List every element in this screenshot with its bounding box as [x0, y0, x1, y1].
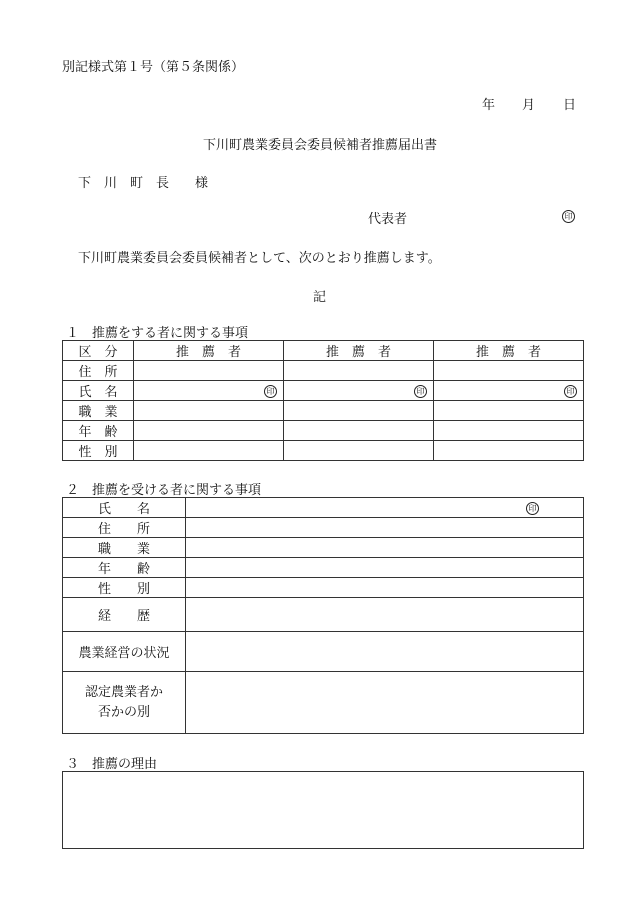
section2-heading: ２ 推薦を受ける者に関する事項 [66, 483, 262, 498]
recommender-3-name[interactable] [434, 381, 584, 401]
seal-icon: 印 [564, 385, 577, 398]
candidate-career[interactable] [186, 598, 584, 632]
ki-label: 記 [313, 290, 327, 305]
header-recommender-1: 推 薦 者 [134, 341, 284, 361]
header-recommender-2: 推 薦 者 [284, 341, 434, 361]
candidate-sex[interactable] [186, 578, 584, 598]
recommender-2-sex[interactable] [284, 441, 434, 461]
representative-label: 代表者 [368, 212, 408, 227]
section1-heading: １ 推薦をする者に関する事項 [66, 326, 249, 341]
header-category: 区 分 [63, 341, 134, 361]
row-label-sex: 性 別 [63, 441, 134, 461]
recommender-2-occupation[interactable] [284, 401, 434, 421]
candidate-certified[interactable] [186, 672, 584, 734]
statement: 下川町農業委員会委員候補者として、次のとおり推薦します。 [78, 251, 441, 266]
seal-icon: 印 [264, 385, 277, 398]
section3-heading: ３ 推薦の理由 [66, 757, 158, 772]
candidate-label-address: 住 所 [63, 518, 186, 538]
candidate-table [62, 497, 584, 734]
recommender-1-sex[interactable] [134, 441, 284, 461]
seal-icon: 印 [526, 502, 539, 515]
recommender-2-age[interactable] [284, 421, 434, 441]
recommender-3-address[interactable] [434, 361, 584, 381]
candidate-age[interactable] [186, 558, 584, 578]
row-label-occupation: 職 業 [63, 401, 134, 421]
row-label-address: 住 所 [63, 361, 134, 381]
recommender-2-address[interactable] [284, 361, 434, 381]
candidate-name[interactable] [186, 498, 584, 518]
recommender-2-name[interactable] [284, 381, 434, 401]
header-recommender-3: 推 薦 者 [434, 341, 584, 361]
candidate-label-career: 経 歴 [63, 598, 186, 632]
date-day: 日 [563, 98, 577, 113]
representative-seal-icon: 印 [562, 210, 575, 223]
recommender-table [62, 340, 584, 461]
date-year: 年 [482, 98, 496, 113]
candidate-label-occupation: 職 業 [63, 538, 186, 558]
row-label-age: 年 齢 [63, 421, 134, 441]
candidate-label-farm-status: 農業経営の状況 [63, 632, 186, 672]
date-month: 月 [522, 98, 536, 113]
candidate-label-certified: 認定農業者か 否かの別 [63, 672, 186, 734]
seal-icon: 印 [414, 385, 427, 398]
recommender-3-sex[interactable] [434, 441, 584, 461]
row-label-name: 氏 名 [63, 381, 134, 401]
addressee: 下 川 町 長 様 [78, 176, 209, 191]
document-title: 下川町農業委員会委員候補者推薦届出書 [202, 138, 437, 153]
candidate-occupation[interactable] [186, 538, 584, 558]
recommender-3-occupation[interactable] [434, 401, 584, 421]
candidate-address[interactable] [186, 518, 584, 538]
candidate-label-name: 氏 名 [63, 498, 186, 518]
recommender-1-occupation[interactable] [134, 401, 284, 421]
recommender-3-age[interactable] [434, 421, 584, 441]
recommender-1-address[interactable] [134, 361, 284, 381]
candidate-label-sex: 性 別 [63, 578, 186, 598]
recommender-1-age[interactable] [134, 421, 284, 441]
candidate-farm-status[interactable] [186, 632, 584, 672]
reason-box[interactable] [62, 771, 584, 849]
form-label: 別記様式第１号（第５条関係） [62, 60, 245, 75]
recommender-1-name[interactable] [134, 381, 284, 401]
candidate-label-age: 年 齢 [63, 558, 186, 578]
